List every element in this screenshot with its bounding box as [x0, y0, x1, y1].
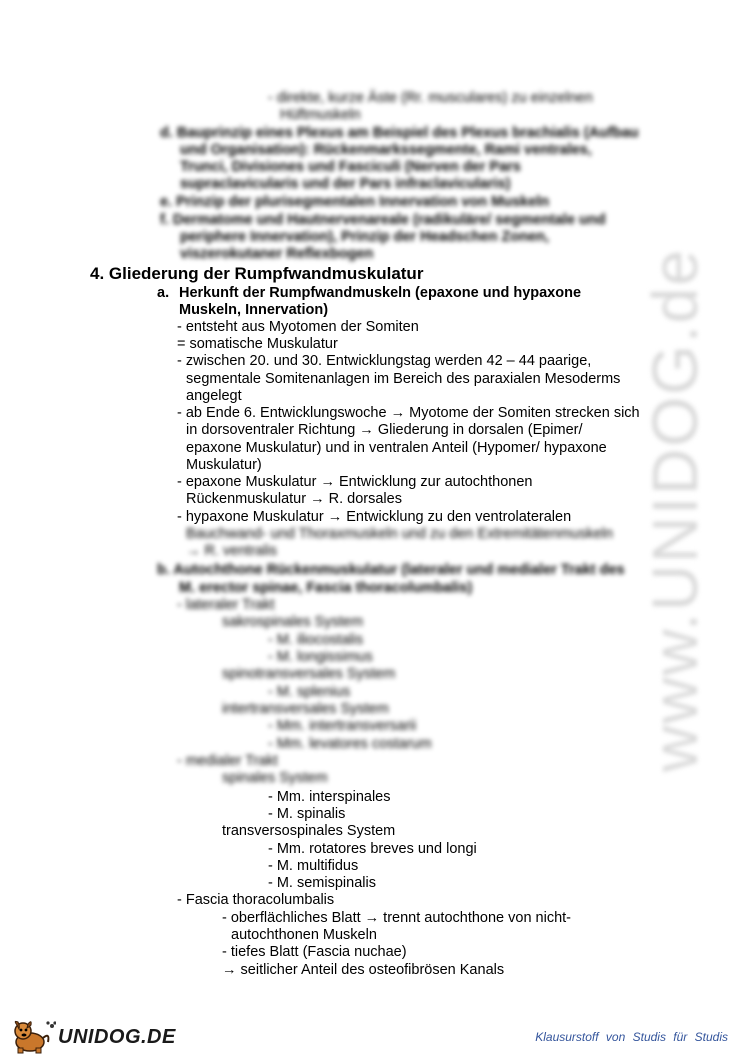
text-line: - M. multifidus	[268, 858, 359, 874]
text-line: intertransversales System	[222, 701, 389, 717]
text-line: - oberflächliches Blatt → trennt autochthone von nicht-	[222, 910, 571, 926]
text-line: d. Bauprinzip eines Plexus am Beispiel des Plexus brachialis (Aufbau	[160, 125, 639, 141]
text-line: und Organisation): Rückenmarkssegmente, Rami ventrales,	[180, 142, 592, 158]
text-line: - Mm. interspinales	[268, 789, 391, 805]
text-line: → seitlicher Anteil des osteofibrösen Kanals	[222, 962, 505, 978]
text-line: viszerokutaner Reflexbogen	[180, 246, 374, 262]
logo-text: UNIDOG.DE	[58, 1026, 176, 1048]
text-line: autochthonen Muskeln	[231, 927, 377, 943]
text-line: - M. splenius	[268, 684, 351, 700]
text-line: Muskulatur)	[186, 457, 262, 473]
text-line: - entsteht aus Myotomen der Somiten	[177, 319, 419, 335]
text-line: - M. spinalis	[268, 806, 346, 822]
text-line: Bauchwand- und Thoraxmuskeln und zu den Extremitätenmuskeln	[186, 526, 613, 542]
watermark-text: www.UNIDOG.de	[639, 248, 711, 772]
subsection-title: Herkunft der Rumpfwandmuskeln (epaxone und hypaxone	[179, 285, 582, 301]
text-line: - M. iliocostalis	[268, 632, 364, 648]
text-line: = somatische Muskulatur	[177, 336, 338, 352]
text-line: supraclavicularis und der Pars infraclavicularis)	[180, 176, 511, 192]
text-line: - ab Ende 6. Entwicklungswoche → Myotome der Somiten strecken sich	[177, 405, 640, 421]
text-line: - Mm. rotatores breves und longi	[268, 841, 477, 857]
footer-tagline: Klausurstoff von Studis für Studis	[535, 1030, 728, 1044]
text-line: - tiefes Blatt (Fascia nuchae)	[222, 944, 407, 960]
text-line: spinales System	[222, 770, 328, 786]
text-line: f. Dermatome und Hautnervenareale (radikuläre/ segmentale und	[160, 212, 606, 228]
text-line: - M. semispinalis	[268, 875, 376, 891]
text-line: - medialer Trakt	[177, 753, 278, 769]
text-line: - epaxone Muskulatur → Entwicklung zur autochthonen	[177, 474, 533, 490]
text-line: e. Prinzip der plurisegmentalen Innervation von Muskeln	[160, 194, 550, 210]
text-line: - hypaxone Muskulatur → Entwicklung zu den ventrolateralen	[177, 509, 572, 525]
text-line: → R. ventralis	[186, 543, 278, 559]
text-line: sakrospinales System	[222, 614, 364, 630]
text-line: - Mm. levatores costarum	[268, 736, 432, 752]
section-heading: 4. Gliederung der Rumpfwandmuskulatur	[90, 264, 424, 283]
text-line: M. erector spinae, Fascia thoracolumbalis)	[179, 580, 473, 596]
text-line: Rückenmuskulatur → R. dorsales	[186, 491, 402, 507]
text-line: transversospinales System	[222, 823, 396, 839]
text-line: - lateraler Trakt	[177, 597, 275, 613]
subsection-marker: a.	[157, 285, 170, 301]
unidog-logo[interactable]	[8, 1018, 176, 1054]
text-line: epaxone Muskulatur) und in ventralen Anteil (Hypomer/ hypaxone	[186, 440, 607, 456]
text-line: - M. longissimus	[268, 649, 373, 665]
text-line: periphere Innervation), Prinzip der Headschen Zonen,	[180, 229, 550, 245]
subsection-title: Muskeln, Innervation)	[179, 302, 329, 318]
text-line: Hüftmuskeln	[280, 107, 361, 123]
text-line: b. Autochthone Rückenmuskulatur (lateraler und medialer Trakt des	[157, 562, 625, 578]
text-line: Trunci, Divisiones und Fasciculi (Nerven der Pars	[180, 159, 521, 175]
text-line: segmentale Somitenanlagen im Bereich des paraxialen Mesoderms	[186, 371, 621, 387]
text-line: - Fascia thoracolumbalis	[177, 892, 335, 908]
dog-mascot-icon	[8, 1018, 56, 1054]
text-line: spinotransversales System	[222, 666, 396, 682]
text-line: - Mm. intertransversarii	[268, 718, 417, 734]
text-line: in dorsoventraler Richtung → Gliederung in dorsalen (Epimer/	[186, 422, 583, 438]
text-line: - zwischen 20. und 30. Entwicklungstag werden 42 – 44 paarige,	[177, 353, 592, 369]
text-line: angelegt	[186, 388, 242, 404]
text-line: - direkte, kurze Äste (Rr. musculares) zu einzelnen	[268, 90, 593, 106]
watermark	[620, 248, 730, 772]
